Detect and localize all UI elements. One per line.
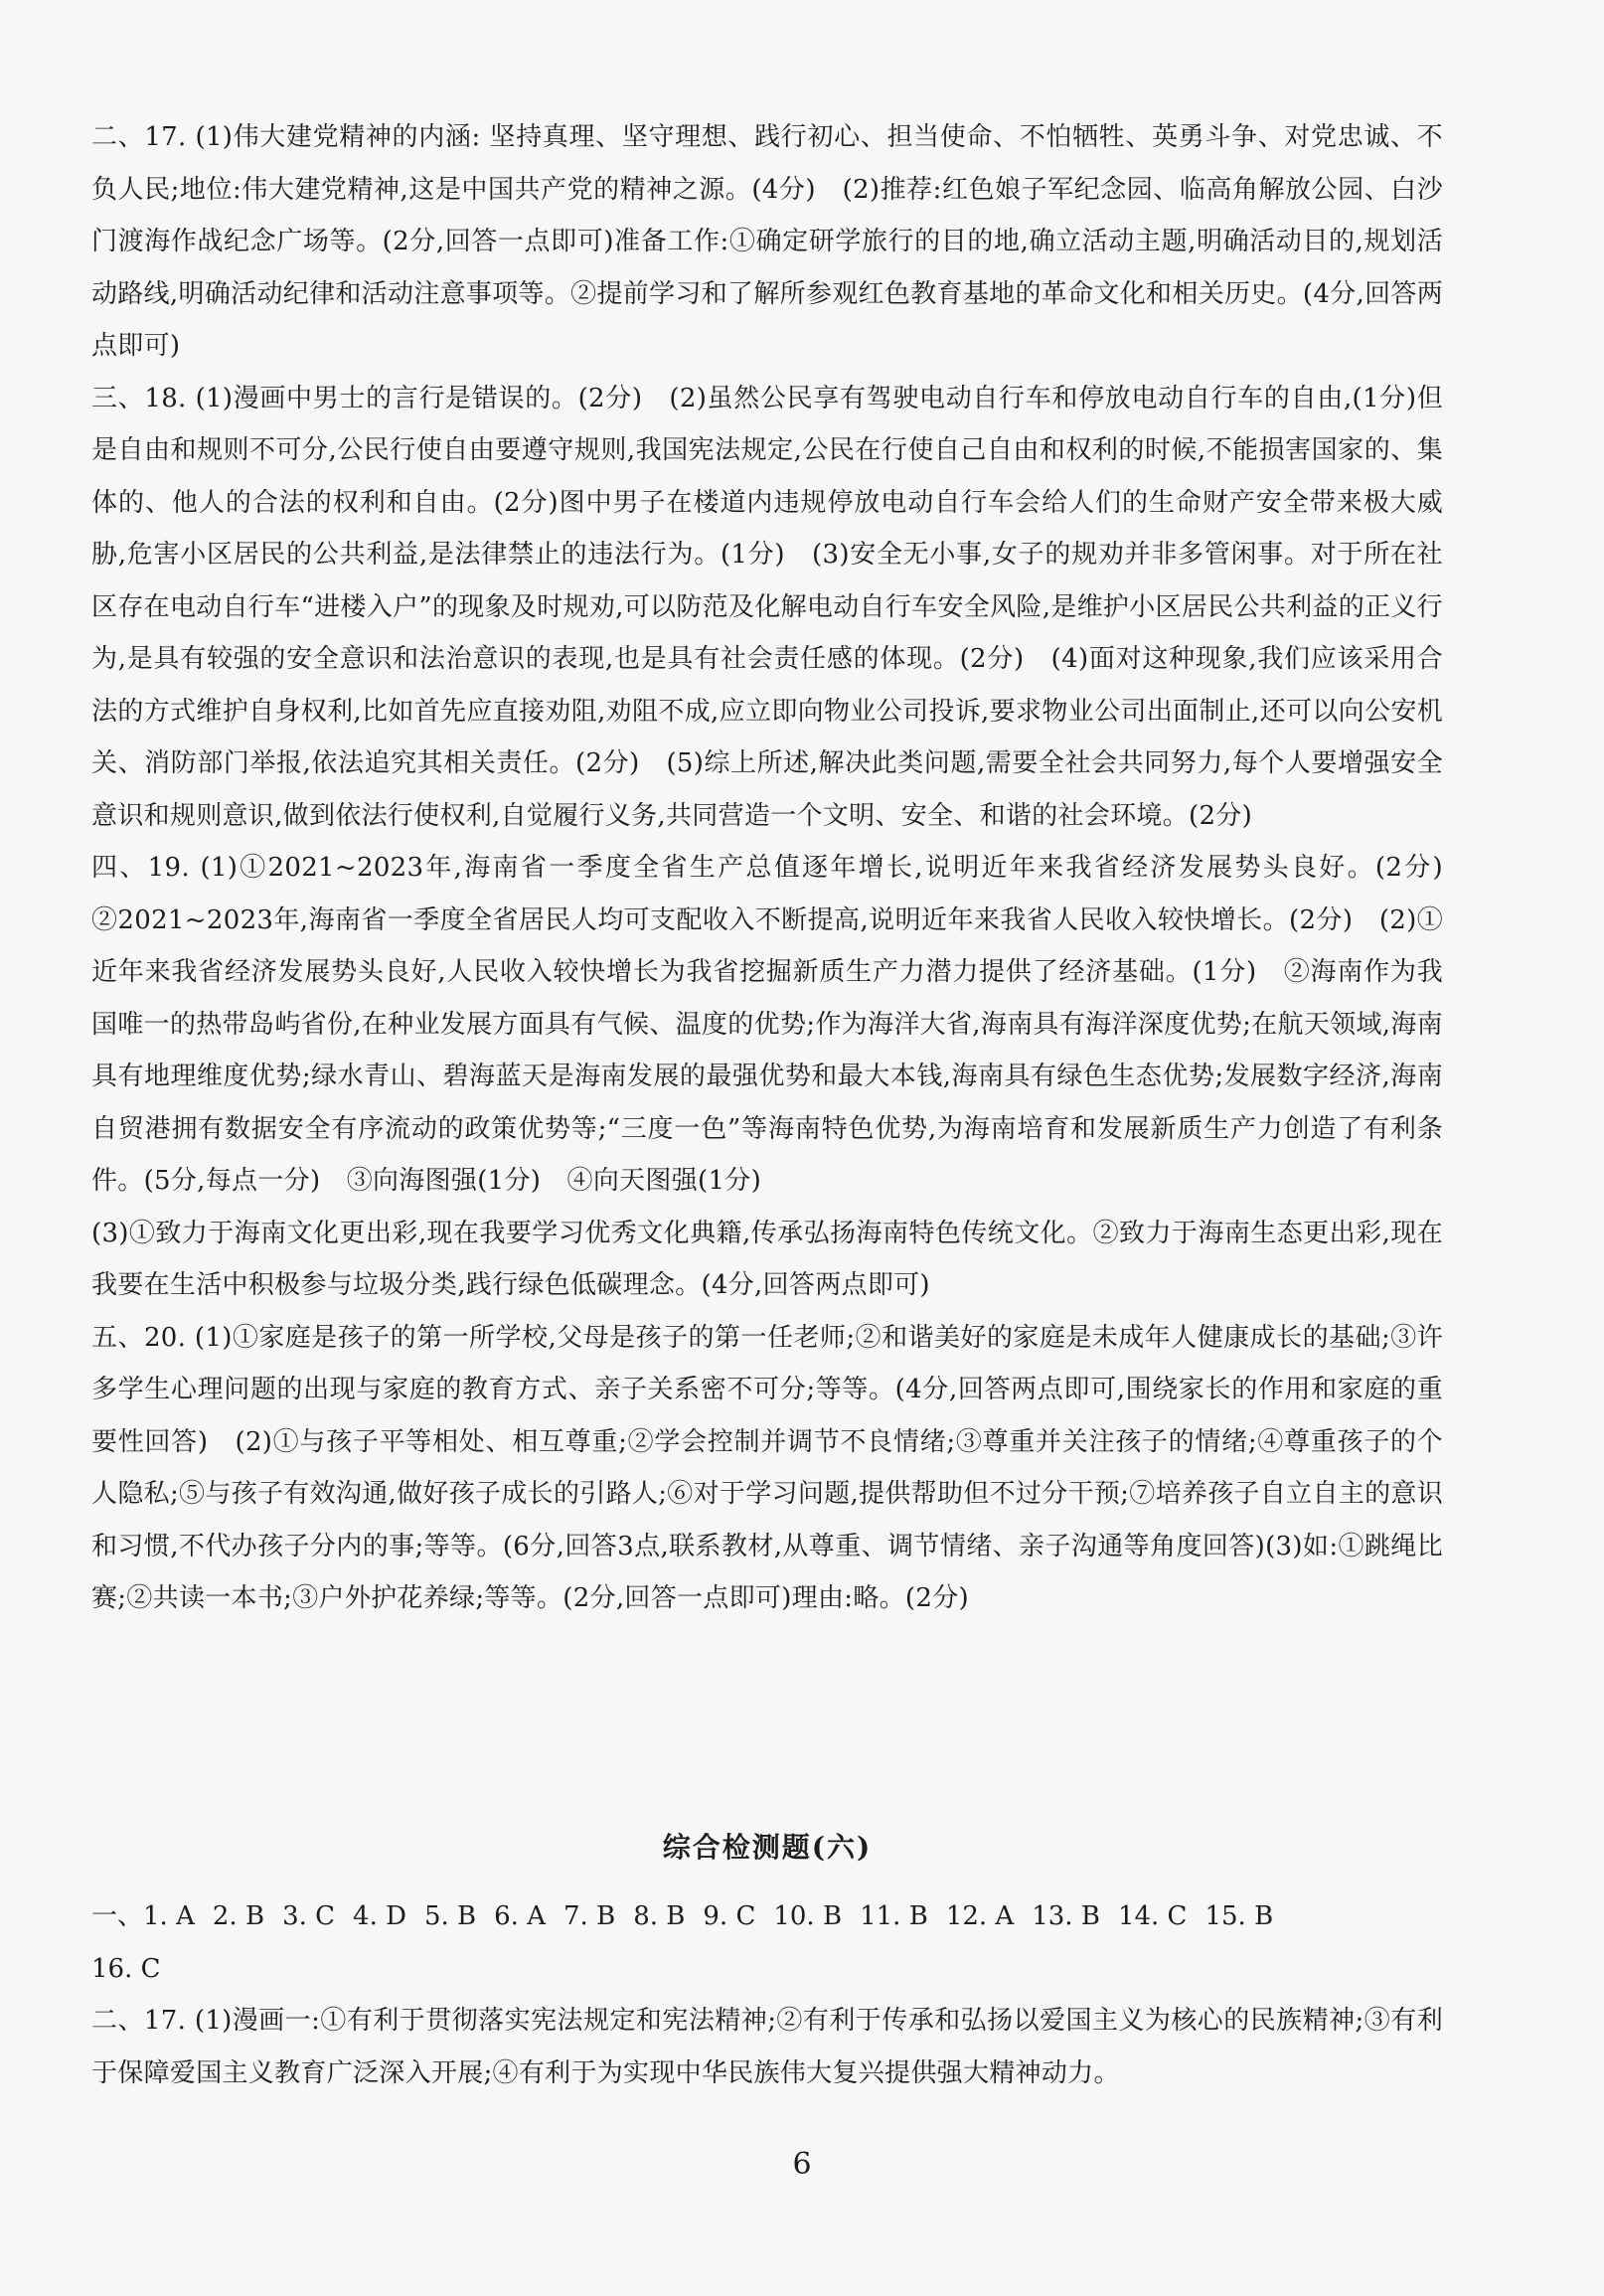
answer-q18: 三、18. (1)漫画中男士的言行是错误的。(2分) (2)虽然公民享有驾驶电动自行车和停放电动自行车的自由,(1分)但是自由和规则不可分,公民行使自由要遵守规则,我国宪法规定,公民在行使自己自由和权利的时候,不能损害国家的、集体的、他人的合法的权利和自由。(2分)图中男子在楼道内违规停放电动自行车会给人们的生命财产安全带来极大威胁,危害小区居民的公共利益,是法律禁止的违法行为。(1分) (3)安全无小事,女子的规劝并非多管闲事。对于所在社区存在电动自行车“进楼入户”的现象及时规劝,可以防范及化解电动自行车安全风险,是维护小区居民公共利益的正义行为,是具有较强的安全意识和法治意识的表现,也是具有社会责任感的体现。(2分) (4)面对这种现象,我们应该采用合法的方式维护自身权利,比如首先应直接劝阻,劝阻不成,应立即向物业公司投诉,要求物业公司出面制止,还可以向公安机关、消防部门举报,依法追究其相关责任。(2分) (5)综上所述,解决此类问题,需要全社会共同努力,每个人要增强安全意识和规则意识,做到依法行使权利,自觉履行义务,共同营造一个文明、安全、和谐的社会环境。(2分) [91,383,1443,831]
answer-q20: 五、20. (1)①家庭是孩子的第一所学校,父母是孩子的第一任老师;②和谐美好的家庭是未成年人健康成长的基础;③许多学生心理问题的出现与家庭的教育方式、亲子关系密不可分;等等。(4分,回答两点即可,围绕家长的作用和家庭的重要性回答) (2)①与孩子平等相处、相互尊重;②学会控制并调节不良情绪;③尊重并关注孩子的情绪;④尊重孩子的个人隐私;⑤与孩子有效沟通,做好孩子成长的引路人;⑥对于学习问题,提供帮助但不过分干预;⑦培养孩子自立自主的意识和习惯,不代办孩子分内的事;等等。(6分,回答3点,联系教材,从尊重、调节情绪、亲子沟通等角度回答)(3)如:①跳绳比赛;②共读一本书;③户外护花养绿;等等。(2分,回答一点即可)理由:略。(2分) [91,1322,1443,1613]
mc-answer-last: 16. C [91,1953,161,1984]
mc-answer: 9. C [703,1901,756,1931]
mc-answer: 4. D [353,1901,406,1931]
mc-answer: 14. C [1117,1901,1188,1931]
mc-prefix: 一、 [91,1901,144,1931]
mc-answer: 12. A [945,1901,1015,1931]
section-six-answers [91,1890,1443,2099]
mc-answer: 10. B [773,1901,843,1931]
answer-q17: 二、17. (1)伟大建党精神的内涵: 坚持真理、坚守理想、践行初心、担当使命、不怕牺牲、英勇斗争、对党忠诚、不负人民;地位:伟大建党精神,这是中国共产党的精神之源。(4分) (2)推荐:红色娘子军纪念园、临高角解放公园、白沙门渡海作战纪念广场等。(2分,回答一点即可)准备工作:①确定研学旅行的目的地,确立活动主题,明确活动目的,规划活动路线,明确活动纪律和活动注意事项等。②提前学习和了解所参观红色教育基地的革命文化和相关历史。(4分,回答两点即可) [91,122,1443,361]
mc-answer: 6. A [494,1901,546,1931]
mc-answer: 11. B [860,1901,928,1931]
multiple-choice-line [91,1890,1443,1943]
mc-answer: 2. B [212,1901,265,1931]
mc-answer: 8. B [633,1901,686,1931]
section-title: 综合检测题(六) [662,1831,873,1864]
answer-page [91,111,1470,2088]
mc-answer: 3. C [282,1901,336,1931]
mc-answer: 1. A [143,1901,195,1931]
mc-answer: 7. B [563,1901,616,1931]
section-six-q17: 二、17. (1)漫画一:①有利于贯彻落实宪法规定和宪法精神;②有利于传承和弘扬以爱国主义为核心的民族精神;③有利于保障爱国主义教育广泛深入开展;④有利于为实现中华民族伟大复兴提供强大精神动力。 [91,2006,1443,2088]
answer-q19: 四、19. (1)①2021~2023年,海南省一季度全省生产总值逐年增长,说明近年来我省经济发展势头良好。(2分) ②2021~2023年,海南省一季度全省居民人均可支配收入不断提高,说明近年来我省人民收入较快增长。(2分) (2)①近年来我省经济发展势头良好,人民收入较快增长为我省挖掘新质生产力潜力提供了经济基础。(1分) ②海南作为我国唯一的热带岛屿省份,在种业发展方面具有气候、温度的优势;作为海洋大省,海南具有海洋深度优势;在航天领域,海南具有地理维度优势;绿水青山、碧海蓝天是海南发展的最强优势和最大本钱,海南具有绿色生态优势;发展数字经济,海南自贸港拥有数据安全有序流动的政策优势等;“三度一色”等海南特色优势,为海南培育和发展新质生产力创造了有利条件。(5分,每点一分) ③向海图强(1分) ④向天图强(1分) [91,853,1470,1196]
page-number: 6 [792,2147,812,2182]
answer-q19-part3: (3)①致力于海南文化更出彩,现在我要学习优秀文化典籍,传承弘扬海南特色传统文化。②致力于海南生态更出彩,现在我要在生活中积极参与垃圾分类,践行绿色低碳理念。(4分,回答两点即可) [91,1218,1443,1300]
mc-answer: 15. B [1204,1901,1274,1931]
mc-answer: 5. B [423,1901,477,1931]
mc-answer: 13. B [1032,1901,1100,1931]
